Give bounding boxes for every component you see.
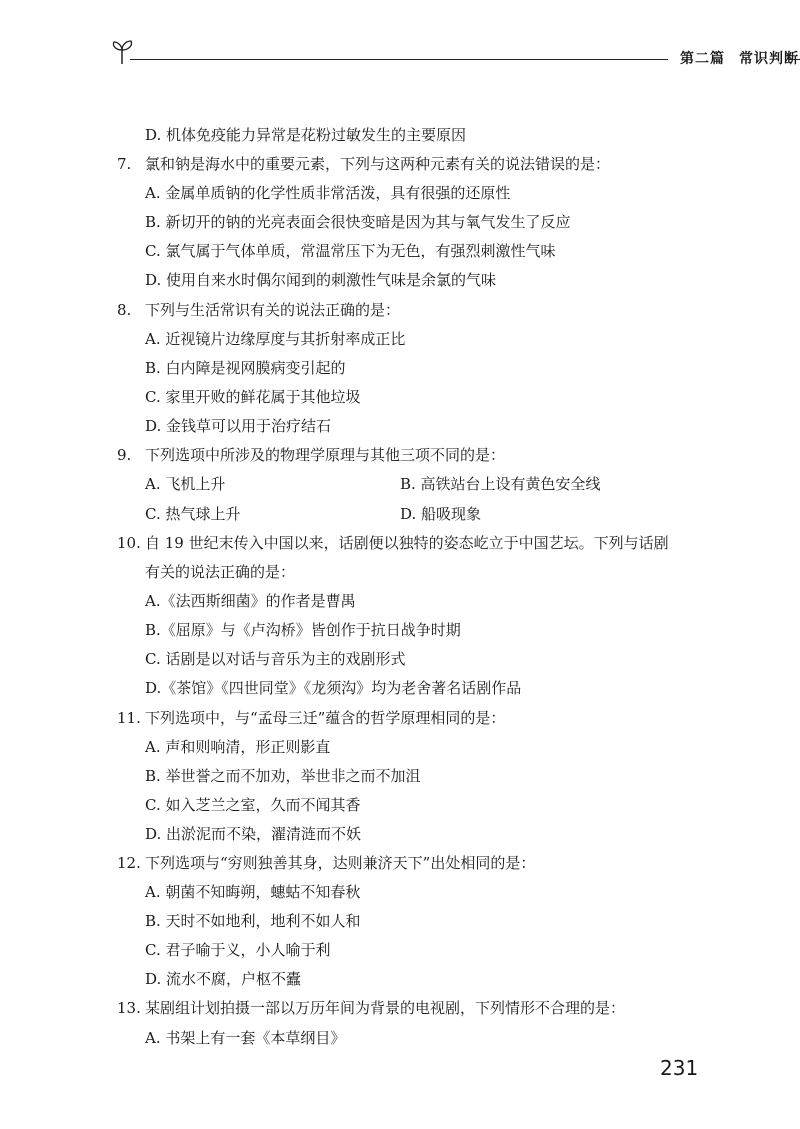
option-text: B. 高铁站台上设有黄色安全线: [400, 475, 601, 493]
option-text: B. 新切开的钠的光亮表面会很快变暗是因为其与氧气发生了反应: [145, 213, 571, 231]
option-text: C. 家里开败的鲜花属于其他垃圾: [145, 388, 361, 406]
header-rule-left: [130, 59, 668, 60]
option-text: A.《法西斯细菌》的作者是曹禺: [145, 592, 356, 610]
question-number: 8.: [117, 301, 132, 319]
option-text: D. 流水不腐，户枢不蠹: [145, 970, 302, 988]
option-text: A. 近视镜片边缘厚度与其折射率成正比: [145, 330, 406, 348]
header-part: 第二篇: [680, 51, 725, 67]
option-text: C. 话剧是以对话与音乐为主的戏剧形式: [145, 650, 406, 668]
question-text: 有关的说法正确的是：: [145, 563, 296, 581]
question-text: 下列选项中所涉及的物理学原理与其他三项不同的是：: [145, 446, 506, 464]
question-number: 12.: [117, 854, 141, 872]
option-text: A. 朝菌不知晦朔，蟪蛄不知春秋: [145, 883, 361, 901]
sprout-icon: [108, 38, 144, 68]
option-text: D. 出淤泥而不染，濯清涟而不妖: [145, 825, 362, 843]
question-number: 7.: [117, 155, 132, 173]
question-number: 11.: [117, 709, 141, 727]
question-text: 下列与生活常识有关的说法正确的是：: [145, 301, 401, 319]
option-text: D. 金钱草可以用于治疗结石: [145, 417, 332, 435]
question-number: 13.: [117, 999, 141, 1017]
question-text: 某剧组计划拍摄一部以万历年间为背景的电视剧，下列情形不合理的是：: [145, 999, 626, 1017]
header-title: [680, 48, 800, 68]
option-text: B. 天时不如地利，地利不如人和: [145, 912, 361, 930]
page-number: 231: [660, 1056, 699, 1080]
option-text: C. 如入芝兰之室，久而不闻其香: [145, 796, 361, 814]
question-text: 自 19 世纪末传入中国以来，话剧便以独特的姿态屹立于中国艺坛。下列与话剧: [145, 534, 669, 552]
option-text: D.《茶馆》《四世同堂》《龙须沟》均为老舍著名话剧作品: [145, 679, 522, 697]
option-text: A. 书架上有一套《本草纲目》: [145, 1029, 346, 1047]
question-text: 氯和钠是海水中的重要元素，下列与这两种元素有关的说法错误的是：: [145, 155, 611, 173]
question-text: 下列选项中，与“孟母三迁”蕴含的哲学原理相同的是：: [145, 709, 506, 727]
option-text: B. 举世誉之而不加劝，举世非之而不加沮: [145, 767, 421, 785]
option-text: D. 使用自来水时偶尔闻到的刺激性气味是余氯的气味: [145, 271, 497, 289]
question-number: 9.: [117, 446, 132, 464]
option-text: D. 机体免疫能力异常是花粉过敏发生的主要原因: [145, 126, 467, 144]
option-text: C. 热气球上升: [145, 505, 241, 523]
header-rule-right: [788, 59, 800, 60]
option-text: B. 白内障是视网膜病变引起的: [145, 359, 346, 377]
option-text: D. 船吸现象: [400, 505, 482, 523]
option-text: A. 金属单质钠的化学性质非常活泼，具有很强的还原性: [145, 184, 511, 202]
question-number: 10.: [117, 534, 141, 552]
option-text: B.《屈原》与《卢沟桥》皆创作于抗日战争时期: [145, 621, 461, 639]
page-header: [108, 38, 800, 78]
option-text: C. 君子喻于义，小人喻于利: [145, 941, 331, 959]
option-text: A. 声和则响清，形正则影直: [145, 738, 331, 756]
option-text: A. 飞机上升: [145, 475, 226, 493]
option-text: C. 氯气属于气体单质，常温常压下为无色，有强烈刺激性气味: [145, 242, 556, 260]
header-section: 常识判断: [739, 51, 799, 67]
question-text: 下列选项与“穷则独善其身，达则兼济天下”出处相同的是：: [145, 854, 536, 872]
